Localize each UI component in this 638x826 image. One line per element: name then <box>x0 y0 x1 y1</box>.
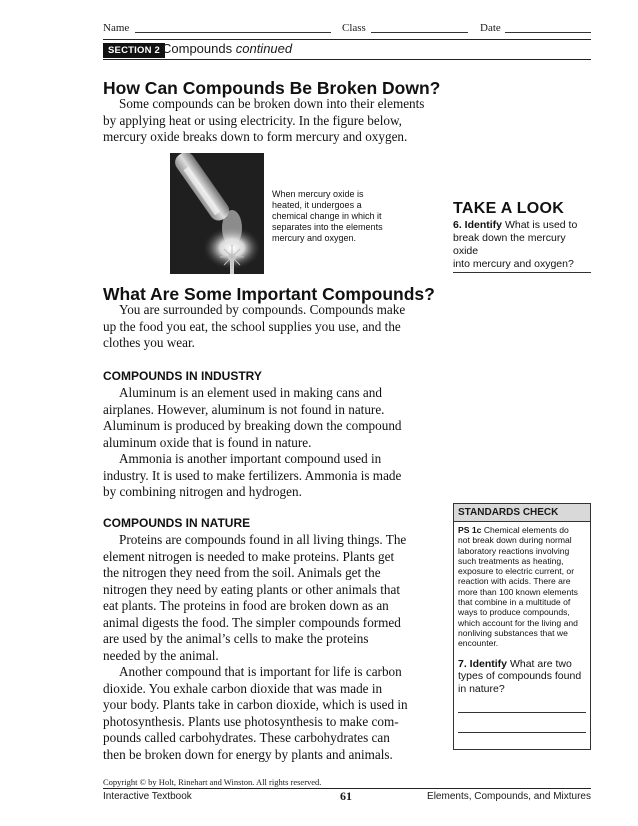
take-a-look-question <box>453 219 593 271</box>
standard-line: more than 100 known elements <box>458 586 578 597</box>
text-line: aluminum oxide that is found in nature. <box>103 434 312 450</box>
text-line: You are surrounded by compounds. Compounds make <box>119 302 406 317</box>
standard-line: reaction with acids. There are <box>458 576 571 587</box>
text-line: Ammonia is another important compound used in <box>119 451 382 466</box>
question-text: What are two <box>509 657 572 670</box>
answer-line[interactable] <box>458 732 586 733</box>
question-line: in nature? <box>458 682 505 695</box>
text-line: up the food you eat, the school supplies you use, and the <box>103 318 401 334</box>
standard-line: ways to produce compounds, <box>458 607 570 618</box>
text-line: nitrogen they need by eating plants or other animals that <box>103 581 401 597</box>
text-line: element nitrogen is needed to make proteins. Plants get <box>103 548 395 564</box>
standard-code: PS 1c <box>458 525 482 535</box>
class-label: Class <box>342 22 366 34</box>
footer-book-title: Interactive Textbook <box>103 791 192 802</box>
standard-line <box>458 525 586 535</box>
caption-line: mercury and oxygen. <box>272 233 357 243</box>
text-line: are used by the animal’s cells to make the proteins <box>103 631 369 646</box>
question-number: 6. Identify <box>453 219 503 231</box>
header-rule <box>103 39 591 40</box>
text-line: your body. Plants take in carbon dioxide, which is used in <box>103 697 408 712</box>
text-line: by applying heat or using electricity. In the figure below, <box>103 112 402 128</box>
section2-intro <box>103 302 443 352</box>
section2-heading: What Are Some Important Compounds? <box>103 284 435 304</box>
nature-paragraphs <box>103 532 443 763</box>
section-title-text: Compounds <box>162 41 233 56</box>
text-line: Aluminum is produced by breaking down the compound <box>103 418 402 433</box>
text-line: needed by the animal. <box>103 647 219 663</box>
page-number: 61 <box>340 789 352 803</box>
text-line: animal digests the food. The simpler compounds formed <box>103 614 401 630</box>
caption-line: heated, it undergoes a <box>272 200 362 210</box>
standard-line: laboratory reactions involving <box>458 545 570 556</box>
text-line: clothes you wear. <box>103 335 195 350</box>
question-number: 7. Identify <box>458 657 508 670</box>
section1-paragraph <box>103 96 443 146</box>
section-title-suffix: continued <box>235 41 293 56</box>
standard-line: which account for the living and <box>458 617 578 628</box>
test-tube-flame-illustration <box>170 153 264 274</box>
copyright: Copyright © by Holt, Rinehart and Winston. All rights reserved. <box>103 777 322 787</box>
name-field[interactable] <box>135 22 331 33</box>
industry-paragraphs <box>103 385 443 501</box>
question-line: break down the mercury oxide <box>453 232 566 257</box>
caption-line: separates into the elements <box>272 222 383 232</box>
question-line: types of compounds found <box>458 670 582 683</box>
text-line: dioxide. You exhale carbon dioxide that was made in <box>103 680 383 696</box>
text-line: mercury oxide breaks down to form mercury and oxygen. <box>103 129 408 144</box>
question-line <box>453 219 593 232</box>
take-a-look-title: TAKE A LOOK <box>453 200 565 217</box>
caption-line: chemical change in which it <box>272 211 382 221</box>
text-line: pounds called carbohydrates. These carbohydrates can <box>103 730 390 745</box>
standards-question <box>454 658 590 696</box>
question-line: into mercury and oxygen? <box>453 258 574 270</box>
standard-line: not break down during normal <box>458 535 572 546</box>
caption-line: When mercury oxide is <box>272 189 364 199</box>
text-line: airplanes. However, aluminum is not found in nature. <box>103 401 385 417</box>
text-line: photosynthesis. Plants use photosynthesis to make com- <box>103 713 399 729</box>
section1-heading: How Can Compounds Be Broken Down? <box>103 78 441 98</box>
standard-line: exposure to electric current, or <box>458 566 575 577</box>
text-line: by combining nitrogen and hydrogen. <box>103 484 302 499</box>
section-title <box>162 41 292 56</box>
footer-chapter-title: Elements, Compounds, and Mixtures <box>427 791 591 802</box>
answer-line[interactable] <box>458 712 586 713</box>
text-line: Aluminum is an element used in making cans and <box>119 385 382 400</box>
text-line: Some compounds can be broken down into their elements <box>119 96 425 111</box>
industry-heading: COMPOUNDS IN INDUSTRY <box>103 369 262 383</box>
answer-line[interactable] <box>453 272 591 273</box>
text-line: then be broken down for energy by plants and animals. <box>103 746 393 762</box>
text-line: Another compound that is important for life is carbon <box>119 664 402 679</box>
standard-text: Chemical elements do <box>483 525 569 535</box>
mercury-oxide-figure <box>170 153 264 274</box>
figure-caption <box>272 189 402 244</box>
date-field[interactable] <box>505 22 591 33</box>
nature-heading: COMPOUNDS IN NATURE <box>103 516 251 530</box>
date-label: Date <box>480 22 501 34</box>
class-field[interactable] <box>371 22 468 33</box>
section-tag: SECTION 2 <box>103 43 165 58</box>
standards-check-body <box>454 522 590 652</box>
text-line: industry. It is used to make fertilizers. Ammonia is made <box>103 467 402 483</box>
standards-check-title: STANDARDS CHECK <box>454 504 590 522</box>
text-line: the nitrogen they need from the soil. Animals get the <box>103 565 381 580</box>
question-text: What is used to <box>504 219 578 231</box>
text-line: Proteins are compounds found in all living things. The <box>119 532 407 547</box>
standard-line: nonliving substances that we <box>458 627 568 638</box>
standard-line: such treatments as heating, <box>458 555 564 566</box>
question-line <box>458 658 586 671</box>
name-label: Name <box>103 22 130 34</box>
header-rule-bottom <box>103 59 591 60</box>
standard-line: encounter. <box>458 638 499 649</box>
standard-line: that combine in a multitude of <box>458 597 571 608</box>
text-line: eat plants. The proteins in food are broken down as an <box>103 598 389 613</box>
